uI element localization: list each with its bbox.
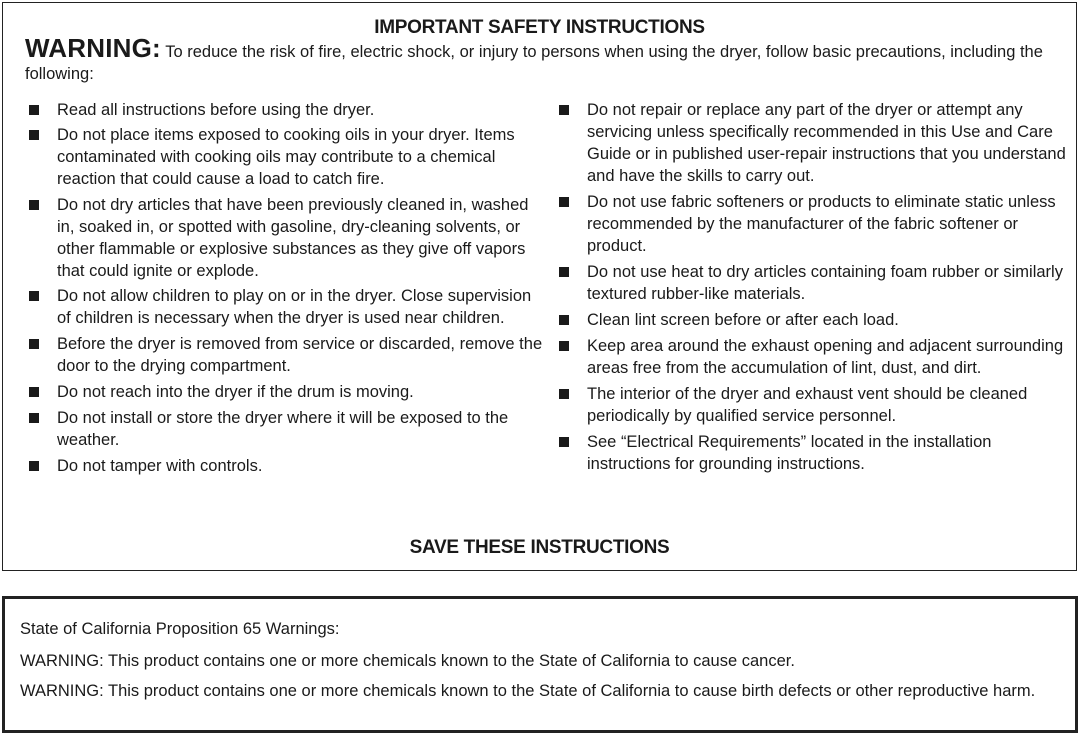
list-item <box>559 383 1069 427</box>
bullet-square-icon <box>559 105 569 115</box>
bullet-square-icon <box>559 197 569 207</box>
list-item-text: Do not use heat to dry articles containing foam rubber or similarly textured rubber-like materials. <box>587 263 1063 303</box>
bullet-square-icon <box>559 389 569 399</box>
list-item <box>29 99 544 121</box>
list-item <box>29 124 544 190</box>
list-item-text: Do not dry articles that have been previously cleaned in, washed in, soaked in, or spotted with gasoline, dry-cleaning solvents, or other flammable or explosive substances as they give off vapors that could ignite or explode. <box>57 196 529 280</box>
list-item <box>559 261 1069 305</box>
list-item-text: Do not place items exposed to cooking oils in your dryer. Items contaminated with cooking oils may contribute to a chemical reaction that could cause a load to catch fire. <box>57 126 515 188</box>
list-item-text: Do not repair or replace any part of the dryer or attempt any servicing unless specifically recommended in this Use and Care Guide or in published user-repair instructions that you understand and have the skills to carry out. <box>587 101 1066 185</box>
left-instruction-list <box>29 99 544 477</box>
prop65-warnings-box <box>2 596 1078 733</box>
bullet-square-icon <box>559 267 569 277</box>
list-item <box>29 455 544 477</box>
bullet-square-icon <box>29 461 39 471</box>
list-item <box>29 407 544 451</box>
list-item <box>29 194 544 282</box>
safety-instructions-box <box>2 2 1077 571</box>
list-item-text: Do not allow children to play on or in the dryer. Close supervision of children is necessary when the dryer is used near children. <box>57 287 532 327</box>
prop65-heading: State of California Proposition 65 Warnings: <box>20 620 340 638</box>
warning-label: WARNING: <box>25 33 161 63</box>
bullet-square-icon <box>29 200 39 210</box>
bullet-square-icon <box>29 291 39 301</box>
list-item-text: See “Electrical Requirements” located in the installation instructions for grounding instructions. <box>587 433 992 473</box>
bullet-square-icon <box>29 387 39 397</box>
list-item-text: Do not use fabric softeners or products to eliminate static unless recommended by the manufacturer of the fabric softener or product. <box>587 193 1056 255</box>
save-instructions-title: SAVE THESE INSTRUCTIONS <box>409 537 670 558</box>
list-item <box>559 99 1069 187</box>
list-item-text: Before the dryer is removed from service or discarded, remove the door to the drying compartment. <box>57 335 543 375</box>
bullet-square-icon <box>29 130 39 140</box>
list-item <box>29 333 544 377</box>
right-instruction-list <box>559 99 1069 475</box>
list-item-text: Clean lint screen before or after each load. <box>587 311 899 329</box>
list-item-text: Read all instructions before using the dryer. <box>57 101 375 119</box>
list-item-text: Do not install or store the dryer where it will be exposed to the weather. <box>57 409 509 449</box>
list-item <box>29 285 544 329</box>
bullet-square-icon <box>29 413 39 423</box>
warning-paragraph <box>25 33 1065 85</box>
bullet-square-icon <box>559 437 569 447</box>
birth-defects-warning: WARNING: This product contains one or more chemicals known to the State of California to cause birth defects or other reproductive harm. <box>20 682 1036 700</box>
list-item <box>29 381 544 403</box>
bullet-square-icon <box>559 315 569 325</box>
bullet-square-icon <box>559 341 569 351</box>
list-item-text: The interior of the dryer and exhaust vent should be cleaned periodically by qualified service personnel. <box>587 385 1028 425</box>
cancer-warning: WARNING: This product contains one or more chemicals known to the State of California to cause cancer. <box>20 652 795 670</box>
list-item-text: Do not reach into the dryer if the drum is moving. <box>57 383 414 401</box>
safety-title: IMPORTANT SAFETY INSTRUCTIONS <box>374 17 705 38</box>
list-item-text: Keep area around the exhaust opening and adjacent surrounding areas free from the accumulation of lint, dust, and dirt. <box>587 337 1064 377</box>
bullet-square-icon <box>29 339 39 349</box>
list-item <box>559 309 1069 331</box>
list-item-text: Do not tamper with controls. <box>57 457 263 475</box>
bullet-square-icon <box>29 105 39 115</box>
list-item <box>559 191 1069 257</box>
list-item <box>559 335 1069 379</box>
list-item <box>559 431 1069 475</box>
warning-text: To reduce the risk of fire, electric shock, or injury to persons when using the dryer, follow basic precautions, including the following: <box>25 43 1043 83</box>
